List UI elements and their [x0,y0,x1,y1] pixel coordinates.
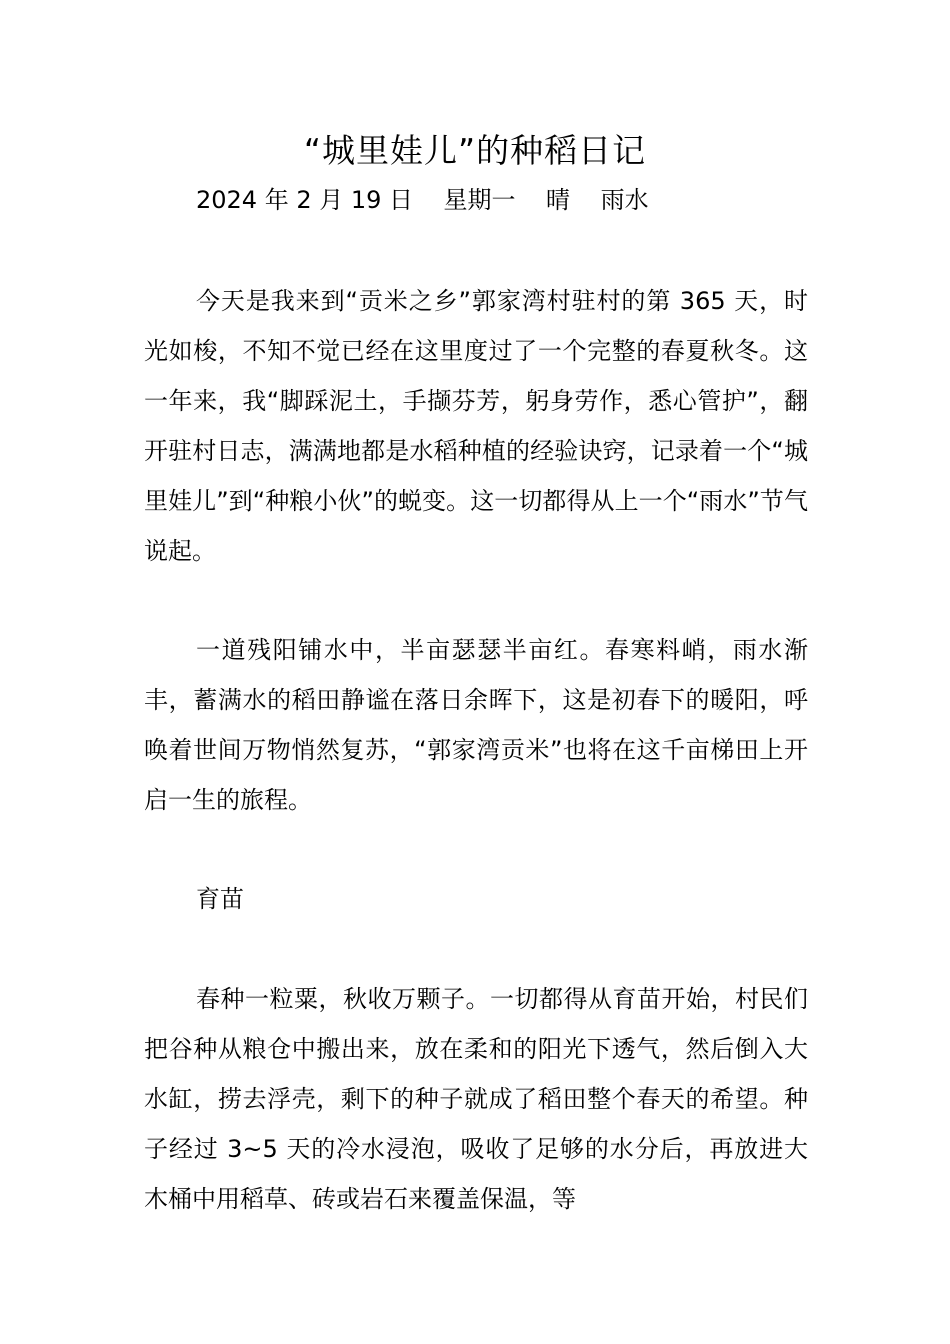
paragraph-intro: 今天是我来到“贡米之乡”郭家湾村驻村的第 365 天，时光如梭，不知不觉已经在这里度过了一个完整的春夏秋冬。这一年来，我“脚踩泥土，手撷芬芳，躬身劳作，悉心管护”，翻开驻村日志，满满地都是水稻种植的经验诀窍，记录着一个“城里娃儿”到“种粮小伙”的蜕变。这一切都得从上一个“雨水”节气说起。 [144,287,808,565]
section-heading: 育苗 [196,885,244,913]
paragraph-seedling: 春种一粒粟，秋收万颗子。一切都得从育苗开始，村民们把谷种从粮仓中搬出来，放在柔和的阳光下透气，然后倒入大水缸，捞去浮壳，剩下的种子就成了稻田整个春天的希望。种子经过 3~5 天的冷水浸泡，吸收了足够的水分后，再放进大木桶中用稻草、砖或岩石来覆盖保温，等 [144,985,808,1213]
paragraph-scenery: 一道残阳铺水中，半亩瑟瑟半亩红。春寒料峭，雨水渐丰，蓄满水的稻田静谧在落日余晖下，这是初春下的暖阳，呼唤着世间万物悄然复苏，“郭家湾贡米”也将在这千亩梯田上开启一生的旅程。 [144,636,808,814]
document-title: “城里娃儿”的种稻日记 [303,131,647,170]
date-line: 2024 年 2 月 19 日 星期一 晴 雨水 [196,186,649,214]
